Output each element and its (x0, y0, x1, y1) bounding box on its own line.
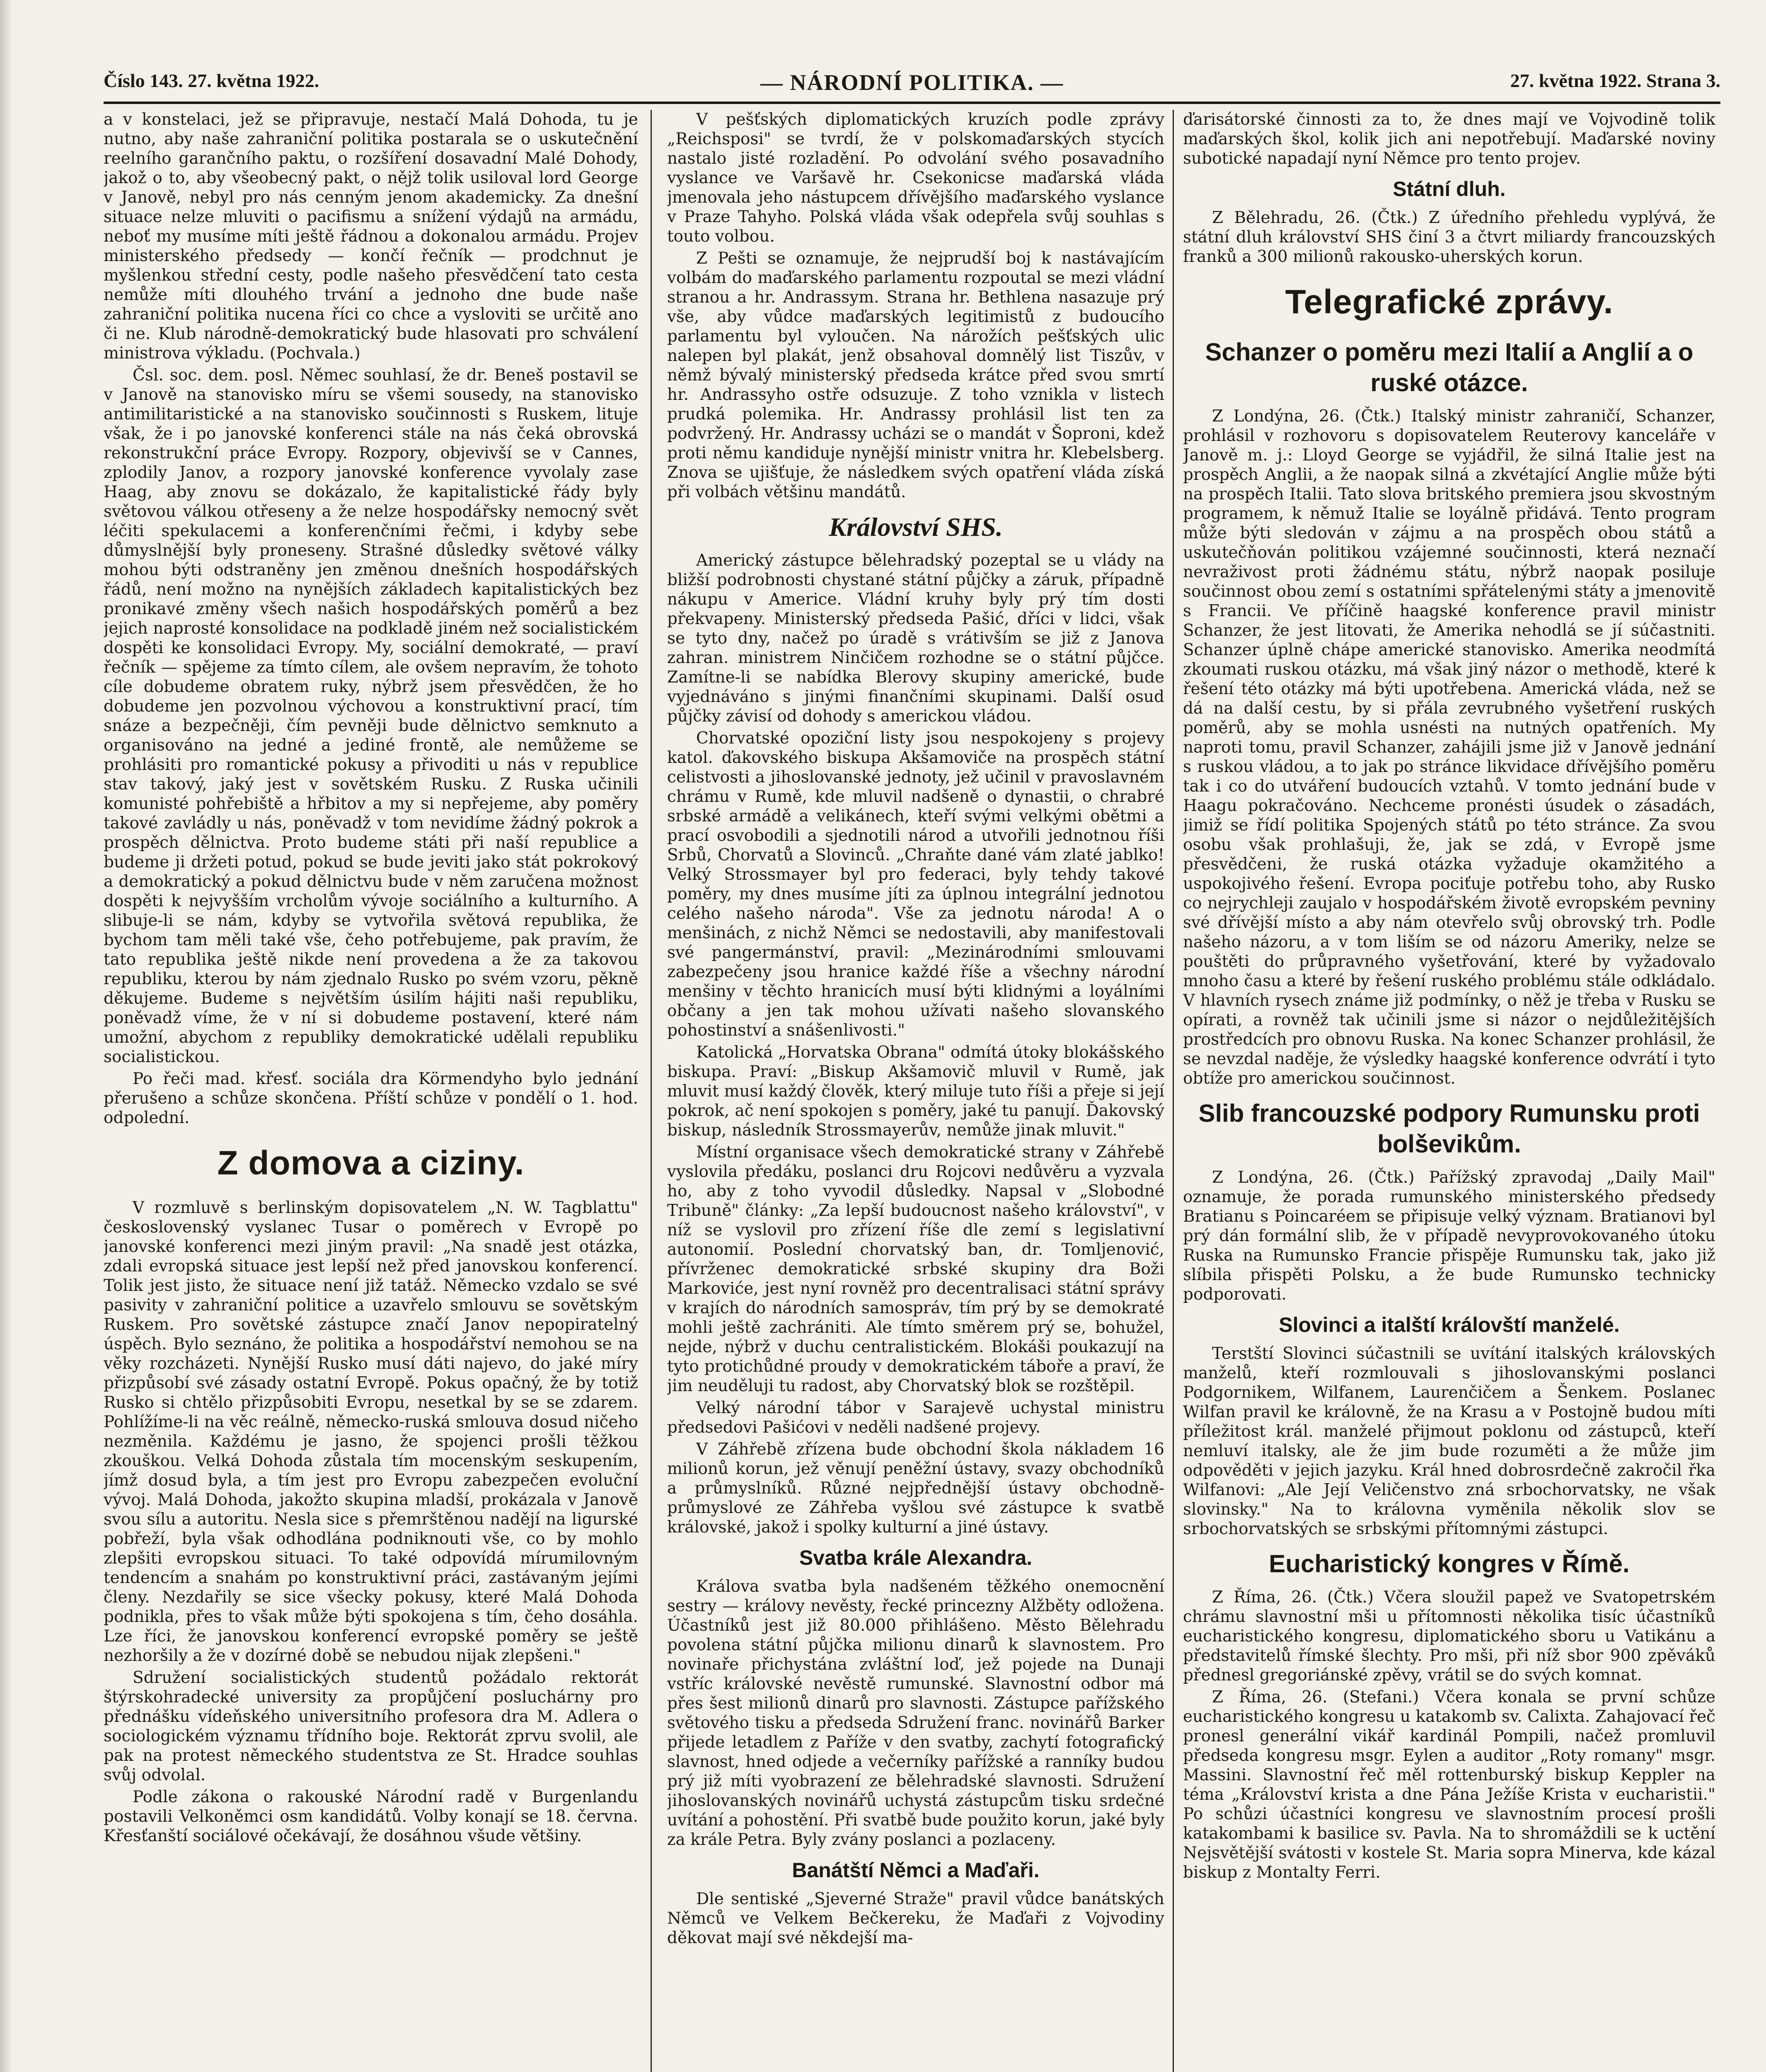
article-paragraph: Podle zákona o rakouské Národní radě v Burgenlandu postavili Velkoněmci osm kandidátů. Volby konají se 18. června. Křesťanští sociálové očekávají, že dosáhnou všude většiny. (104, 1788, 638, 1845)
page-date-number: 27. května 1922. Strana 3. (1510, 70, 1720, 91)
subheading-slovinci: Slovinci a italští královští manželé. (1279, 1313, 1620, 1336)
article-paragraph: Po řeči mad. křesť. sociála dra Körmendyho bylo jednání přerušeno a schůze skončena. Příští schůze v pondělí o 1. hod. odpolední. (104, 1070, 638, 1127)
article-paragraph: a v konstelaci, jež se připravuje, nestačí Malá Dohoda, tu je nutno, aby naše zahraniční politika postarala se o uskutečnění reelního garančního paktu, o rozšíření dosavadní Malé Dohody, jakož o to, aby všeobecný pakt, o nějž tolik usiloval lord George v Janově, nebyl pro nás cenným jenom akademicky. Za dnešní situace nelze mluviti o pacifismu a snížení výdajů na armádu, neboť my musíme míti ještě řádnou a dokonalou armádu. Projev ministerského předsedy — končí řečník — prodchnut je myšlenkou střední cesty, podle našeho přesvědčení tato cesta nemůže míti dlouhého trvání a jednoho dne bude naše zahraniční politika nucena říci co chce a vysloviti se určitě ano či ne. Klub národně-demokratický bude hlasovati pro schválení ministrova výkladu. (Pochvala.) (104, 110, 638, 363)
column-rule-2 (1173, 110, 1174, 2072)
article-paragraph: Katolická „Horvatska Obrana" odmítá útoky blokášského biskupa. Praví: „Biskup Akšamovič mluvil v Rumě, jak mluvit musí každý člověk, který miluje tuto říši a přeje si její pokrok, ač není spokojen s poměry, jaké tu panují. Ďakovský biskup, následník Strossmayerův, nemůže jinak mluvit." (667, 1043, 1164, 1140)
article-paragraph: Z Bělehradu, 26. (Čtk.) Z úředního přehledu vyplývá, že státní dluh království SHS činí 3 a čtvrt miliardy francouzských franků a 300 milionů rakousko-uherských korun. (1183, 208, 1715, 266)
article-paragraph: Americký zástupce bělehradský pozeptal se u vlády na bližší podrobnosti chystané státní půjčky a záruk, případně nákupu v Americe. Vládní kruhy byly prý tím dosti překvapeny. Ministerský předseda Pašić, dříci v lidci, však se tyto dny, načež po úradě s vrátivším se již z Janova zahran. ministrem Ninčičem rozhodne se o státní půjčce. Zamítne-li se nabídka Blerovy skupiny americké, bude vyjednáváno s jinými finančními skupinami. Další osud půjčky závisí od dohody s americkou vládou. (667, 551, 1164, 726)
article-paragraph: V pešťských diplomatických kruzích podle zprávy „Reichsposi" se tvrdí, že v polskomaďarských stycích nastalo jisté rozladění. Po odvolání svého posavadního vyslance ve Varšavě hr. Csekonicse maďarská vláda jmenovala jeho nástupcem dřívějšího maďarského vyslance v Praze Tahyho. Polská vláda však odepřela svůj souhlas s touto volbou. (667, 110, 1164, 246)
section-heading-domov: Z domova a ciziny. (217, 1144, 525, 1182)
subheading-schanzer: Schanzer o poměru mezi Italií a Anglií a o ruské otázce. (1205, 338, 1693, 397)
column-3 (1183, 110, 1715, 2072)
article-paragraph: Čsl. soc. dem. posl. Němec souhlasí, že dr. Beneš postavil se v Janově na stanovisko míru se všemi sousedy, na stanovisko antimilitaristické a na stanovisko součinnosti s Ruskem, lituje však, že i po janovské konferenci stále na nás čeká obrovská rekonstrukční práce Evropy. Rozpory, objevivší se v Cannes, zplodily Janov, a rozpory janovské konference vyvolaly zase Haag, aby znovu se dokázalo, že kapitalistické řády byly světovou válkou otřeseny a že nelze hospodářsky nemocný svět léčiti spekulacemi a konferenčními řečmi, i kdyby sebe důmyslnější byly proneseny. Strašné důsledky světové války mohou býti odstraněny jen změnou dnešních hospodářských řádů, není možno na nynějších základech kapitalistických bez pronikavé změny všech našich hospodářských poměrů a bez jejich naprosté konsolidace na podkladě jiném než socialistickém dospěti ke konsolidaci Evropy. My, sociální demokraté, — praví řečník — spějeme za tímto cílem, ale ovšem nepravím, že tohoto cíle dobudeme obratem ruky, nýbrž jsem přesvědčen, že ho dobudeme jen pozvolnou výchovou a konstruktivní prací, tím snáze a bezpečněji, čím pevněji bude dělnictvo semknuto a organisováno na jedné a jediné frontě, ale nemůžeme se prohlásiti pro romantické pokusy a přivoditi u nás v republice stav takový, jaký jest v sovětském Rusku. Z Ruska učinili komunisté pohřebiště a hřbitov a my si nepřejeme, aby poměry takové zavládly u nás, poněvadž v tom nevidíme žádný pokrok a prospěch dělnictva. Proto budeme státi při naší republice a budeme ji držeti potud, pokud se bude jeviti jako stát pokrokový a demokratický a pokud dělnictvu bude v něm zaručena možnost dospěti k nejvyšším vrcholům vývoje sociálního a kulturního. A slibuje-li se nám, kdyby se vytvořila světová republika, že bychom tam měli také vše, čeho potřebujeme, pak pravím, že tato republika ještě nikde není provedena a že za takovou republiku, kterou by nám zjednalo Rusko po svém vzoru, pěkně děkujeme. Budeme s největším úsilím hájiti naši republiku, poněvadž víme, že v ní si dobudeme postavení, které nám umožní, abychom z republiky demokratické udělali republiku socialistickou. (104, 366, 638, 1066)
article-paragraph: Z Říma, 26. (Čtk.) Včera sloužil papež ve Svatopetrském chrámu slavnostní mši u přítomnosti několika tisíc účastníků eucharistického kongresu, diplomatického sboru u Vatikánu a představitelů římské šlechty. Pro mši, při níž sbor 900 zpěváků přednesl gregoriánské zpěvy, vrátil se do svých komnat. (1183, 1588, 1715, 1685)
scan-edge (0, 0, 12, 2072)
article-paragraph: Z Říma, 26. (Stefani.) Včera konala se první schůze eucharistického kongresu u katakomb sv. Calixta. Zahajovací řeč pronesl generální vikář kardinál Pompili, načež promluvil předseda kongresu msgr. Eylen a auditor „Roty romany" msgr. Massini. Slavnostní řeč měl rottenburský biskup Keppler na téma „Království krista a dne Pána Ježíše Krista v eucharistii." Po schůzi účastníci kongresu ve slavnostním procesí prošli katakombami k basilice sv. Pavla. Na to shromáždili se k uctění Nejsvětější svátosti v kostele St. Maria sopra Minerva, kde kázal biskup z Montalty Ferri. (1183, 1688, 1715, 1882)
article-paragraph: Terstští Slovinci súčastnili se uvítání italských královských manželů, kteří rozmlouvali s jihoslovanskými poslanci Podgornikem, Wilfanem, Laurenčičem a Šenkem. Poslanec Wilfan pravil ke královně, že na Krasu a v Postojně budou míti příležitost král. manželé přijmout poklonu od zástupců, kteří nemluví italsky, ale že jim bude rozuměti a že může jim odpověděti v jejich jazyku. Král hned dobrosrdečně zakročil řka Wilfanovi: „Ale Její Veličenstvo zná srbochorvatsky, ne však slovinsky." Na to královna vyměnila několik slov se srbochorvatských se srbskými přítomnými zástupci. (1183, 1344, 1715, 1538)
article-paragraph: Králova svatba byla nadšeném těžkého onemocnění sestry — královy nevěsty, řecké princezny Alžběty odložena. Účastníků jest již 80.000 přihlášeno. Město Bělehradu povolena státní půjčka milionu dinarů k slavnostem. Pro novinaře přichystána zvláštní loď, jež pojede na Dunaji vstříc královské nevěstě rumunské. Slavnostní odbor má přes šest milionů dinarů pro slavnosti. Zástupce pařížského světového tisku a předseda Sdružení franc. novinářů Barker přijede letadlem z Paříže v den svatby, zachytí fotografický slavnost, hned odjede a večerníky pařížské a ranníky budou prý již míti vyobrazení ze bělehradské slavnosti. Sdružení jihoslovanských novinářů uchystá zástupcům tisku srdečné uvítání a pohostění. Při svatbě bude použito korun, jaké byly za krále Petra. Byly zvány poslanci a pozlaceny. (667, 1577, 1164, 1849)
subheading-svatba: Svatba krále Alexandra. (799, 1546, 1033, 1569)
section-heading-shs: Království SHS. (829, 512, 1003, 542)
article-paragraph: Z Londýna, 26. (Čtk.) Italský ministr zahraničí, Schanzer, prohlásil v rozhovoru s dopisovatelem Reuterovy kanceláře v Janově m. j.: Lloyd George se vyjádřil, že silná Italie jest na prospěch Anglii, a že naopak silná a zkvétající Anglie může býti na prospěch Italii. Tato slova britského premiera jsou skvostným programem, k němuž Italie se loyálně přidává. Tento program může býti sledován v zájmu a na prospěch obou států a uskutečňován politikou vzájemné součinnosti, která neznačí nevraživost proti žádnému státu, nýbrž naopak posiluje součinnost obou zemí s ostatními spřátelenými státy a jmenovitě s Francii. Ve příčině haagské konference pravil ministr Schanzer, že jest litovati, že Amerika nehodlá se jí súčastniti. Schanzer úplně chápe americké stanovisko. Amerika neodmítá zkoumati ruskou otázku, má však jiný názor o methodě, které k řešení této otázky má býti upotřebena. Americká vláda, než se dá na další cestu, by si přála zevrubného vyšetření ruských poměrů, aby se mohla usnésti na nutných opatřeních. My naproti tomu, pravil Schanzer, zahájili jsme již v Janově jednání s ruskou vládou, a to jak po stránce likvidace dřívějšího poměru tak i co do utváření budoucích vztahů. V tomto jednání bude v Haagu pokračováno. Nechceme pronésti úsudek o zásadách, jimiž se řídí politika Spojených států po této stránce. Za svou osobu však prohlašuji, že, jak se zdá, v Evropě jsme přesvědčeni, že ruská otázka vyžaduje okamžitého a uspokojivého řešení. Evropa pociťuje potřebu toho, aby Rusko co nejrychleji zaujalo v hospodářském životě evropském pevniny své dřívější místo a aby nám otevřelo svůj obrovský trh. Podle našeho názoru, a v tom liším se od názoru Ameriky, nelze se pouštěti do průpravného vyšetřování, které by vyžadovalo mnoho času a které by řešení ruského problému stále odkládalo. V hlavních rysech známe již podmínky, o něž je třeba v Rusku se opírati, a rovněž tak učinili jsme si názor o nejdůležitějších prostředcích pro obnovu Ruska. Na konec Schanzer prohlásil, že se nevzdal naděje, že výsledky haagské konference odvrátí i tyto obtíže pro americkou součinnost. (1183, 407, 1715, 1088)
article-paragraph: V Záhřebě zřízena bude obchodní škola nákladem 16 milionů korun, jež věnují peněžní ústavy, svazy obchodníků a průmyslníků. Různé nejpřednější ústavy obchodně-průmyslové ze Záhřeba vyšlou své zástupce k svatbě královské, jakož i spolky kulturní a jiné ústavy. (667, 1440, 1164, 1537)
article-paragraph: Velký národní tábor v Sarajevě uchystal ministru předsedovi Pašićovi v neděli nadšené projevy. (667, 1399, 1164, 1437)
page-header (104, 62, 1720, 104)
masthead-title: — NÁRODNÍ POLITIKA. — (760, 70, 1064, 95)
subheading-slib: Slib francouzské podpory Rumunsku proti bolševikům. (1198, 1099, 1700, 1158)
section-heading-telegraf: Telegrafické zprávy. (1285, 283, 1614, 321)
issue-number-date: Číslo 143. 27. května 1922. (104, 70, 319, 91)
column-2 (667, 110, 1164, 2072)
article-paragraph: V rozmluvě s berlinským dopisovatelem „N. W. Tagblattu" československý vyslanec Tusar o poměrech v Evropě po janovské konferenci mezi jiným pravil: „Na snadě jest otázka, zdali evropská situace jest lepší než před janovskou konferencí. Tolik jest jisto, že situace není již tatáž. Německo vzdalo se své pasivity v zahraniční politice a uzavřelo smlouvu se sovětským Ruskem. Pro sovětské zástupce značí Janov nepopiratelný úspěch. Bylo seznáno, že politika a hospodářství nemohou se na věky rozcházeti. Nynější Rusko musí dáti najevo, do jaké míry přizpůsobí své zásady ostatní Evropě. Pokus opačný, že by totiž Rusko si chtělo přizpůsobiti Evropu, nesetkal by se se zdarem. Pohlížíme-li na věc reálně, německo-ruská smlouva dosud ničeho nezměnila. Každému je jasno, že spojenci prošli těžkou zkouškou. Velká Dohoda zůstala tím mocenským seskupením, jímž dosud byla, a tím jest pro Evropu zabezpečen evoluční vývoj. Malá Dohoda, jakožto skupina mladší, prokázala v Janově svou sílu a autoritu. Nesla sice s přemrštěnou nadějí na ligurské pobřeží, byla však odhodlána podniknouti vše, co by mohlo zlepšiti evropskou situaci. To také odpovídá mírumilovným tendencím a snahám po konstruktivní práci, zastávaným jejími členy. Nezdařily se sice všecky pokusy, které Malá Dohoda podnikla, přes to však může býti spokojena s tím, čeho dosáhla. Lze říci, že janovskou konferencí evropské poměry se ještě nezhoršily a že v dozírné době se nebudou nijak zlepšeni." (104, 1198, 638, 1665)
article-paragraph: Místní organisace všech demokratické strany v Záhřebě vyslovila předáku, poslanci dru Rojcovi nedůvěru a vyzvala ho, aby z toho vyvodil důsledky. Napsal v „Slobodné Tribuně" články: „Za lepší budoucnost našeho království", v níž se vyslovil pro zřízení říše dle zemí s legislativní autonomií. Poslední chorvatský ban, dr. Tomljenović, přívrženec demokratické srbské skupiny dra Boži Markoviće, jest nyní rovněž pro decentralisaci státní správy v krajích do národních samospráv, tím prý by se demokraté mohli ještě zachrániti. Ale tímto směrem prý se, bohužel, nejde, nýbrž v duchu centralistickém. Blokáši poukazují na tyto protichůdné proudy v demokratickém táboře a praví, že jim neuděluji tu radost, aby Chorvatský blok se rozštěpil. (667, 1143, 1164, 1395)
column-1 (104, 110, 638, 2072)
column-rule-1 (651, 110, 652, 2072)
article-paragraph: ďarisátorské činnosti za to, že dnes mají ve Vojvodině tolik maďarských škol, kolik jich ani nepotřebují. Maďarské noviny subotické napadají nyní Němce pro tento projev. (1183, 110, 1715, 168)
article-paragraph: Chorvatské opoziční listy jsou nespokojeny s projevy katol. ďakovského biskupa Akšamoviče na prospěch státní celistvosti a jihoslovanské jednoty, jež učinil v pravoslavném chrámu v Rumě, kde mluvil nadšeně o dynastii, o chrabré srbské armádě a velikánech, kteří svými velkými obětmi a prací osvobodili a sjednotili národ a utvořili jednotnou říši Srbů, Chorvatů a Slovinců. „Chraňte dané vám zlaté jablko! Velký Strossmayer byl pro federaci, byly tehdy takové poměry, my dnes musíme jíti za úplnou integrální jednotou celého našeho národa". Vše za jednotu národa! A o menšinách, z nichž Němci se nedostavili, aby manifestovali své pangermánství, pravil: „Mezinárodními smlouvami zabezpečeny jsou hranice každé říše a všechny národní menšiny v těchto hranicích musí býti klidnými a loyálními občany a jen tak mohou užívati našeho slovanského pohostinství a snášenlivosti." (667, 729, 1164, 1040)
article-paragraph: Dle sentiské „Sjeverné Straže" pravil vůdce banátských Němců ve Velkem Bečkereku, že Maďaři z Vojvodiny děkovat mají své někdejší ma- (667, 1890, 1164, 1947)
subheading-statni-dluh: Státní dluh. (1393, 177, 1506, 201)
article-paragraph: Sdružení socialistických studentů požádalo rektorát štýrskohradecké university za propůjčení posluchárny pro přednášku vídeňského universitního profesora dra M. Adlera o sociologickém významu třídního boje. Rektorát zprvu svolil, ale pak na protest německého studentstva ze St. Hradce souhlas svůj odvolal. (104, 1668, 638, 1784)
subheading-banati: Banátští Němci a Maďaři. (792, 1859, 1040, 1882)
article-paragraph: Z Pešti se oznamuje, že nejprudší boj k nastávajícím volbám do maďarského parlamentu rozpoutal se mezi vládní stranou a hr. Andrassym. Strana hr. Bethlena nasazuje prý vše, aby vůdce maďarských legitimistů z budoucího parlamentu byl vyloučen. Na nárožích pešťských ulic nalepen byl plakát, jenž obsahoval domnělý list Tiszův, v němž bývalý ministerský předseda krátce před svou smrtí hr. Andrassyho ostře odsuzuje. Z toho vznikla v listech prudká polemika. Hr. Andrassy prohlásil list ten za podvržený. Hr. Andrassy ucházi se o mandát v Šoproni, kdež proti němu kandiduje nynější ministr vnitra hr. Klebelsberg. Znova se ujišťuje, že následkem svých opatření vláda získá při volbách většinu mandátů. (667, 249, 1164, 501)
article-paragraph: Z Londýna, 26. (Čtk.) Pařížský zpravodaj „Daily Mail" oznamuje, že porada rumunského ministerského předsedy Bratianu s Poincaréem se připisuje velký význam. Bratianovi byl prý dán formální slib, že v případě nevyprovokovaného útoku Ruska na Rumunsko Francie přispěje Rumunsku tak, jako již slíbila přispěti Polsku, a že bude Rumunsko technicky podporovati. (1183, 1168, 1715, 1304)
subheading-kongres: Eucharistický kongres v Římě. (1269, 1550, 1630, 1578)
